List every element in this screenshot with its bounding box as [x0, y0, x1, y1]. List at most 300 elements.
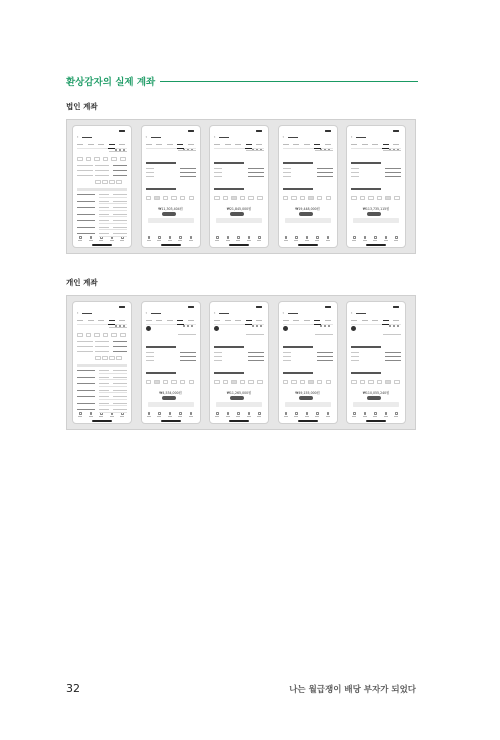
nav-icon [248, 412, 251, 415]
battery-icon [256, 130, 262, 132]
bottom-nav [350, 412, 402, 418]
holding-qty [99, 220, 109, 221]
dropdown [315, 150, 333, 151]
holding-value [113, 377, 127, 378]
bottom-nav [76, 412, 128, 418]
holding-qty [99, 370, 109, 371]
nav-icon [258, 412, 261, 415]
pager [77, 356, 127, 360]
summary-cell [77, 170, 93, 171]
nav-icon [169, 236, 172, 239]
total-amount: ₩110,055,240원 [362, 391, 390, 395]
period-chip [223, 196, 229, 200]
period-chip [394, 196, 400, 200]
change-badge [230, 212, 244, 216]
holding-qty [99, 396, 109, 397]
nav-icon [374, 412, 377, 415]
dropdown [246, 150, 264, 151]
nav-icon [148, 412, 151, 415]
tab-item [351, 320, 357, 321]
tab-item [325, 144, 331, 145]
period-chip [385, 380, 391, 384]
back-arrow-icon: ‹ [77, 311, 79, 315]
holding-qty [99, 207, 109, 208]
total-amount: ₩4,534,000원 [159, 391, 182, 395]
period-label [283, 188, 313, 190]
phone-screenshot [209, 301, 269, 424]
tab-underline [382, 324, 389, 325]
nav-label [78, 240, 82, 241]
holding-value [113, 194, 127, 195]
detail-key [283, 176, 291, 177]
period-chip-row [283, 380, 333, 384]
tab-item [225, 144, 231, 145]
summary-cell [95, 175, 109, 176]
period-chip [377, 380, 383, 384]
detail-key [146, 168, 154, 169]
detail-button [353, 218, 399, 223]
nav-label [394, 240, 398, 241]
chip-row [77, 333, 127, 337]
holding-sub [99, 210, 127, 211]
tab-underline [177, 148, 184, 149]
detail-value [180, 356, 196, 357]
app-header [351, 135, 401, 140]
tab-bar [351, 319, 401, 325]
back-arrow-icon: ‹ [214, 135, 216, 139]
tab-bar [283, 319, 333, 325]
detail-value [385, 360, 401, 361]
section-label [146, 162, 176, 164]
tab-item [362, 320, 368, 321]
tab-item [146, 320, 152, 321]
account-name-bar [151, 313, 161, 314]
detail-value [385, 176, 401, 177]
holding-name [77, 201, 95, 202]
nav-icon [364, 412, 367, 415]
account-name-bar [151, 137, 161, 138]
period-label [283, 372, 313, 374]
period-label [214, 372, 244, 374]
nav-label [120, 416, 124, 417]
phone-screenshot [346, 125, 406, 248]
holding-sub [99, 373, 127, 374]
period-chip [317, 196, 323, 200]
nav-icon [353, 236, 356, 239]
holding-name [77, 220, 95, 221]
nav-label [110, 416, 114, 417]
nav-icon [148, 236, 151, 239]
period-chip [360, 380, 366, 384]
period-chip [385, 196, 391, 200]
holding-sub [99, 392, 127, 393]
change-badge [162, 396, 176, 400]
period-chip [171, 196, 177, 200]
period-chip [154, 380, 160, 384]
detail-button [285, 402, 331, 407]
tab-item [109, 320, 115, 321]
nav-label [189, 240, 193, 241]
period-chip [214, 196, 220, 200]
period-label [146, 372, 176, 374]
change-badge [299, 396, 313, 400]
holding-name [77, 377, 95, 378]
pager-button [116, 356, 122, 360]
tab-bar [146, 143, 196, 149]
tab-item [293, 144, 299, 145]
account-name-bar [82, 137, 92, 138]
holding-value [113, 403, 127, 404]
dropdown [246, 334, 264, 335]
nav-label [384, 416, 388, 417]
nav-label [247, 240, 251, 241]
nav-label [157, 416, 161, 417]
detail-value [317, 352, 333, 353]
detail-value [180, 168, 196, 169]
nav-label [178, 416, 182, 417]
dropdown [383, 334, 401, 335]
tab-bar [351, 143, 401, 149]
nav-icon [316, 236, 319, 239]
battery-icon [119, 130, 125, 132]
section-label [214, 162, 244, 164]
filter-chip [94, 157, 100, 161]
detail-value [180, 360, 196, 361]
nav-label [294, 240, 298, 241]
holding-name [77, 370, 95, 371]
account-name-bar [288, 137, 298, 138]
period-label [351, 188, 381, 190]
account-name-bar [82, 313, 92, 314]
tab-item [325, 320, 331, 321]
home-indicator [366, 244, 386, 245]
tab-item [314, 320, 320, 321]
detail-value [385, 356, 401, 357]
app-header [214, 135, 264, 140]
battery-icon [119, 306, 125, 308]
app-header [146, 135, 196, 140]
detail-key [283, 356, 291, 357]
detail-key [351, 172, 359, 173]
detail-key [283, 352, 291, 353]
nav-label [284, 240, 288, 241]
phone-screenshot [72, 301, 132, 424]
detail-key [283, 172, 291, 173]
phone-screenshot [141, 125, 201, 248]
period-chip [308, 380, 314, 384]
nav-icon [353, 412, 356, 415]
period-chip [154, 196, 160, 200]
tab-underline [108, 148, 115, 149]
nav-label [373, 416, 377, 417]
nav-icon [258, 236, 261, 239]
holding-sub [99, 412, 127, 413]
table-header [77, 188, 127, 191]
status-bar [146, 305, 196, 309]
home-indicator [298, 420, 318, 421]
account-name-bar [356, 137, 366, 138]
summary-cell [77, 346, 93, 347]
period-chip [189, 380, 195, 384]
section-rule [160, 81, 418, 82]
tab-item [246, 144, 252, 145]
battery-icon [256, 306, 262, 308]
account-logo-icon [283, 326, 288, 331]
tab-item [283, 320, 289, 321]
nav-label [226, 240, 230, 241]
home-indicator [366, 420, 386, 421]
account-logo-icon [214, 326, 219, 331]
nav-icon [227, 236, 230, 239]
page-number: 32 [66, 682, 80, 695]
period-chip [326, 196, 332, 200]
status-bar [77, 129, 127, 133]
summary-value [113, 346, 127, 347]
holding-sub [99, 405, 127, 406]
account-name-bar [219, 137, 229, 138]
account-name-bar [356, 313, 366, 314]
nav-icon [190, 412, 193, 415]
table-header [77, 364, 127, 367]
header-icons [113, 136, 127, 139]
detail-value [248, 352, 264, 353]
nav-label [352, 240, 356, 241]
filter-chip [86, 157, 92, 161]
nav-icon [90, 412, 93, 415]
filter-chip [111, 333, 117, 337]
personal-panel [66, 295, 416, 430]
holding-value [113, 383, 127, 384]
period-chip-row [351, 380, 401, 384]
tab-item [146, 144, 152, 145]
app-header [146, 311, 196, 316]
status-bar [214, 305, 264, 309]
nav-icon [79, 412, 82, 415]
holding-value [113, 227, 127, 228]
nav-icon [179, 412, 182, 415]
tab-underline [382, 148, 389, 149]
tab-item [214, 144, 220, 145]
tab-bar [214, 143, 264, 149]
holding-sub [99, 379, 127, 380]
dropdown [383, 150, 401, 151]
holding-name [77, 396, 95, 397]
nav-icon [227, 412, 230, 415]
period-chip [257, 380, 263, 384]
total-amount: ₩11,303,404원 [158, 207, 183, 211]
period-chip [368, 196, 374, 200]
pager-button [102, 356, 108, 360]
detail-key [146, 352, 154, 353]
holding-name [77, 403, 95, 404]
holding-value [113, 370, 127, 371]
tab-underline [314, 148, 321, 149]
detail-key [214, 352, 222, 353]
phone-screenshot [209, 125, 269, 248]
tab-item [214, 320, 220, 321]
nav-label [120, 240, 124, 241]
tab-item [383, 144, 389, 145]
period-label [214, 188, 244, 190]
nav-icon [216, 236, 219, 239]
holding-value [113, 220, 127, 221]
holding-value [113, 214, 127, 215]
nav-label [215, 416, 219, 417]
detail-key [214, 172, 222, 173]
nav-label [257, 416, 261, 417]
header-icons [319, 136, 333, 139]
detail-key [283, 360, 291, 361]
tab-underline [108, 324, 115, 325]
filter-bar [109, 327, 127, 328]
tab-item [177, 320, 183, 321]
detail-key [214, 356, 222, 357]
header-icons [319, 312, 333, 315]
app-header [77, 311, 127, 316]
nav-label [226, 416, 230, 417]
holding-qty [99, 214, 109, 215]
summary-cell [95, 346, 109, 347]
tab-item [256, 320, 262, 321]
detail-key [351, 176, 359, 177]
period-label [351, 372, 381, 374]
holding-value [113, 233, 127, 234]
nav-icon [158, 412, 161, 415]
holding-name [77, 194, 95, 195]
tab-item [119, 320, 125, 321]
home-indicator [92, 420, 112, 421]
corporate-heading: 법인 계좌 [66, 102, 98, 111]
nav-label [168, 240, 172, 241]
home-indicator [161, 244, 181, 245]
pager-button [116, 180, 122, 184]
holding-sub [99, 386, 127, 387]
detail-value [248, 176, 264, 177]
nav-label [384, 240, 388, 241]
tab-item [383, 320, 389, 321]
tab-item [246, 320, 252, 321]
phone-screenshot [141, 301, 201, 424]
filter-chip [77, 333, 83, 337]
detail-value [180, 352, 196, 353]
nav-label [363, 240, 367, 241]
summary-cell [95, 165, 109, 166]
nav-icon [395, 412, 398, 415]
holding-name [77, 383, 95, 384]
summary-cell [95, 351, 109, 352]
personal-heading: 개인 계좌 [66, 278, 98, 287]
filter-chip [77, 157, 83, 161]
nav-label [247, 416, 251, 417]
home-indicator [92, 244, 112, 245]
detail-button [353, 402, 399, 407]
detail-key [146, 360, 154, 361]
detail-button [285, 218, 331, 223]
holding-name [77, 409, 95, 410]
account-logo-icon [146, 326, 151, 331]
nav-icon [285, 412, 288, 415]
holding-value [113, 201, 127, 202]
back-arrow-icon: ‹ [145, 135, 147, 139]
nav-icon [327, 236, 330, 239]
period-chip-row [283, 196, 333, 200]
detail-key [146, 172, 154, 173]
summary-cell [77, 341, 93, 342]
corporate-panel [66, 119, 416, 254]
summary-value [113, 170, 127, 171]
holding-value [113, 390, 127, 391]
detail-value [317, 360, 333, 361]
tab-item [393, 320, 399, 321]
nav-label [373, 240, 377, 241]
period-chip [171, 380, 177, 384]
tab-underline [314, 324, 321, 325]
detail-value [248, 168, 264, 169]
dropdown [178, 334, 196, 335]
detail-value [317, 176, 333, 177]
detail-button [148, 402, 194, 407]
holding-qty [99, 403, 109, 404]
tab-bar [77, 319, 127, 325]
nav-label [394, 416, 398, 417]
detail-button [216, 218, 262, 223]
holding-name [77, 233, 95, 234]
nav-label [294, 416, 298, 417]
detail-button [216, 402, 262, 407]
nav-label [326, 416, 330, 417]
battery-icon [325, 130, 331, 132]
period-chip [231, 380, 237, 384]
nav-icon [237, 412, 240, 415]
holding-name [77, 207, 95, 208]
pager-button [109, 180, 115, 184]
detail-key [214, 176, 222, 177]
pager-button [109, 356, 115, 360]
period-chip [180, 196, 186, 200]
period-chip [180, 380, 186, 384]
period-chip-row [214, 380, 264, 384]
nav-label [305, 416, 309, 417]
nav-label [215, 240, 219, 241]
bottom-nav [350, 236, 402, 242]
period-chip [283, 380, 289, 384]
tab-item [372, 144, 378, 145]
nav-label [157, 240, 161, 241]
period-chip [240, 196, 246, 200]
home-indicator [229, 420, 249, 421]
status-bar [283, 305, 333, 309]
nav-icon [237, 236, 240, 239]
phone-screenshot [346, 301, 406, 424]
tab-item [109, 144, 115, 145]
period-chip [300, 380, 306, 384]
period-chip [368, 380, 374, 384]
holding-sub [99, 236, 127, 237]
pager-button [95, 356, 101, 360]
bottom-nav [145, 236, 197, 242]
tab-item [156, 144, 162, 145]
detail-value [248, 360, 264, 361]
period-chip [146, 196, 152, 200]
tab-item [351, 144, 357, 145]
app-header [214, 311, 264, 316]
dropdown [315, 334, 333, 335]
bottom-nav [76, 236, 128, 242]
back-arrow-icon: ‹ [282, 311, 284, 315]
holding-qty [99, 377, 109, 378]
nav-label [305, 240, 309, 241]
holding-value [113, 409, 127, 410]
